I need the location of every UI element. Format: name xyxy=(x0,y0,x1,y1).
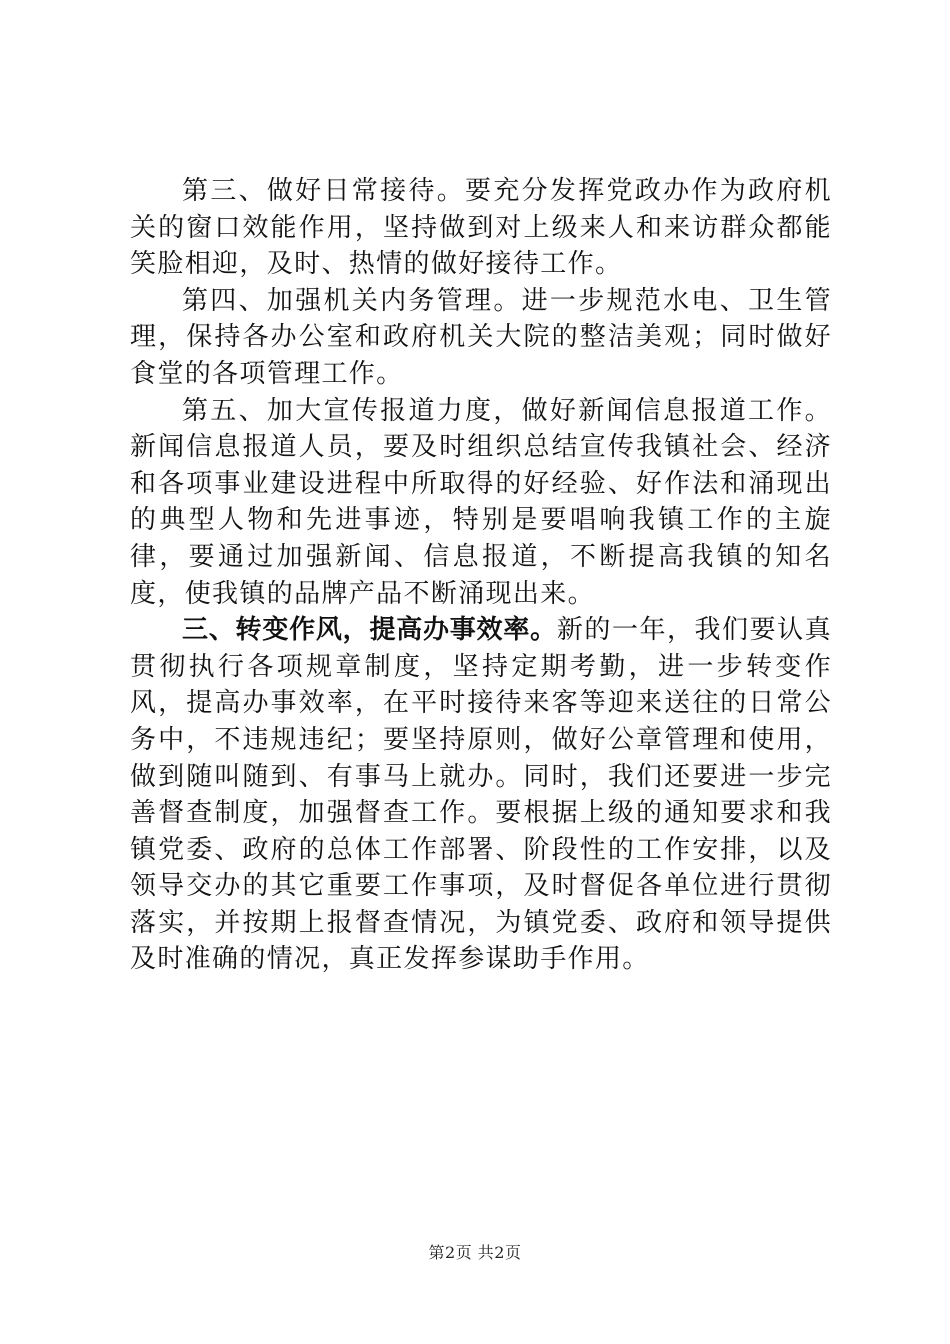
paragraph-publicity xyxy=(130,393,832,613)
paragraph-text: 第四、加强机关内务管理。进一步规范水电、卫生管理，保持各办公室和政府机关大院的整洁美观；同时做好食堂的各项管理工作。 xyxy=(130,285,832,389)
paragraph-text: 新的一年，我们要认真贯彻执行各项规章制度，坚持定期考勤，进一步转变作风，提高办事效率，在平时接待来客等迎来送往的日常公务中，不违规违纪；要坚持原则，做好公章管理和使用，做到随叫随到、有事马上就办。同时，我们还要进一步完善督查制度，加强督查工作。要根据上级的通知要求和我镇党委、政府的总体工作部署、阶段性的工作安排，以及领导交办的其它重要工作事项，及时督促各单位进行贯彻落实，并按期上报督查情况，为镇党委、政府和领导提供及时准确的情况，真正发挥参谋助手作用。 xyxy=(130,615,832,975)
paragraph-work-style xyxy=(130,612,832,978)
paragraph-text: 第三、做好日常接待。要充分发挥党政办作为政府机关的窗口效能作用，坚持做到对上级来人和来访群众都能笑脸相迎，及时、热情的做好接待工作。 xyxy=(130,176,832,280)
paragraph-internal-affairs xyxy=(130,283,832,393)
section-heading: 三、转变作风，提高办事效率。 xyxy=(182,615,557,646)
page-footer xyxy=(0,1240,950,1263)
paragraph-reception xyxy=(130,173,832,283)
page-number-label: 第2页 共2页 xyxy=(428,1243,522,1262)
paragraph-text: 第五、加大宣传报道力度，做好新闻信息报道工作。新闻信息报道人员，要及时组织总结宣传我镇社会、经济和各项事业建设进程中所取得的好经验、好作法和涌现出的典型人物和先进事迹，特别是要唱响我镇工作的主旋律，要通过加强新闻、信息报道，不断提高我镇的知名度，使我镇的品牌产品不断涌现出来。 xyxy=(130,395,832,609)
document-body xyxy=(130,173,832,978)
